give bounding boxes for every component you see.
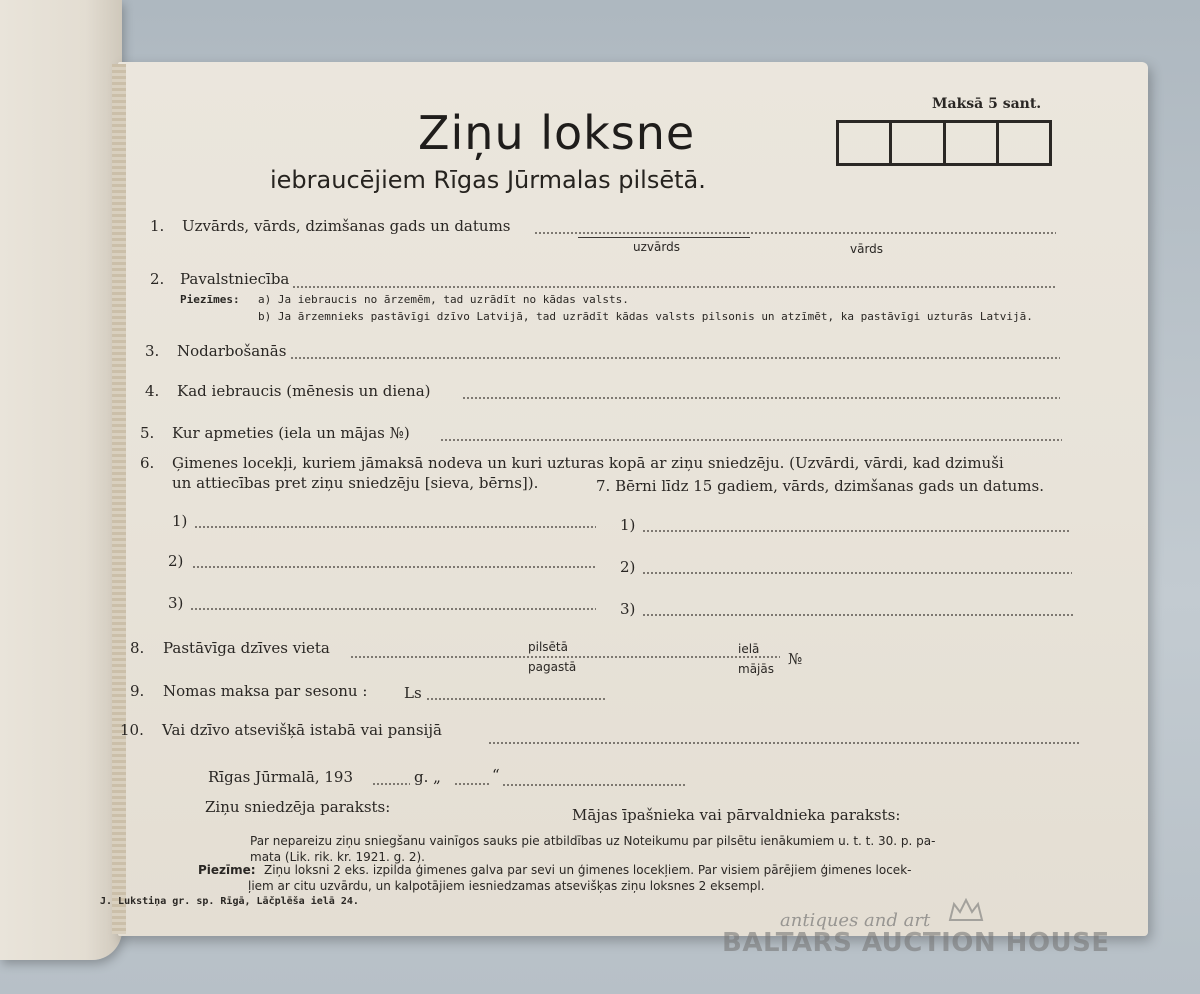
field-6-line2: un attiecības pret ziņu sniedzēju [sieva, bērns]). <box>172 474 539 492</box>
serial-cell <box>839 123 892 163</box>
field-8-number-sign: № <box>788 650 803 668</box>
field-3-label: Nodarbošanās <box>177 342 287 360</box>
day-line <box>454 783 490 785</box>
field-8-number: 8. <box>130 639 145 657</box>
informant-signature-label: Ziņu sniedzēja paraksts: <box>205 798 391 816</box>
price-label: Maksā 5 sant. <box>932 96 1042 112</box>
liability-line-1: Par nepareizu ziņu sniegšanu vainīgos sauks pie atbildības uz Noteikumu par pilsētu ienākumiem u. t. t. 30. p. pa- <box>250 834 936 848</box>
family-row-2-label: 2) <box>168 552 184 570</box>
field-6-line1: Ģimenes locekļi, kuriem jāmaksā nodeva un kuri uzturas kopā ar ziņu sniedzēju. (Uzvārdi, vārdi, kad dzimuši <box>172 454 1004 472</box>
date-quote: “ <box>492 766 500 784</box>
field-8-label: Pastāvīga dzīves vieta <box>163 639 330 657</box>
field-8-caption-city: pilsētā <box>528 640 568 654</box>
field-2-note-a: a) Ja iebraucis no ārzemēm, tad uzrādīt no kādas valsts. <box>258 293 629 306</box>
field-4-line <box>462 397 1060 399</box>
form-title: Ziņu loksne <box>418 106 696 160</box>
liability-line-2: mata (Lik. rik. kr. 1921. g. 2). <box>250 850 425 864</box>
children-row-3-line <box>642 614 1074 616</box>
children-row-1-label: 1) <box>620 516 636 534</box>
field-9-number: 9. <box>130 682 145 700</box>
field-10-label: Vai dzīvo atsevišķā istabā vai pansijā <box>162 721 442 739</box>
field-8-caption-house: mājās <box>738 662 774 676</box>
field-2-line <box>292 286 1056 288</box>
children-row-2-line <box>642 572 1072 574</box>
field-10-number: 10. <box>120 721 144 739</box>
children-row-2-label: 2) <box>620 558 636 576</box>
family-row-3-line <box>190 608 596 610</box>
serial-number-box <box>836 120 1052 166</box>
family-row-2-line <box>192 566 596 568</box>
field-2-note-label: Piezīmes: <box>180 293 240 306</box>
field-4-label: Kad iebraucis (mēnesis un diena) <box>177 382 431 400</box>
field-6-number: 6. <box>140 454 155 472</box>
field-2-note-b: b) Ja ārzemnieks pastāvīgi dzīvo Latvijā, tad uzrādīt kādas valsts pilsonis un atzīmēt, ka pastāvīgi uzturās Latvijā. <box>258 310 1033 323</box>
form-subtitle: iebraucējiem Rīgas Jūrmalas pilsētā. <box>270 166 706 194</box>
crown-icon <box>948 898 984 922</box>
footer-note-line-1: Ziņu loksni 2 eks. izpilda ģimenes galva par sevi un ģimenes locekļiem. Par visiem pārējiem ģimenes locek- <box>264 863 912 877</box>
family-row-1-label: 1) <box>172 512 188 530</box>
field-9-label: Nomas maksa par sesonu : <box>163 682 368 700</box>
watermark-tagline: antiques and art <box>780 910 931 931</box>
field-5-label: Kur apmeties (iela un mājas №) <box>172 424 410 442</box>
year-suffix: g. „ <box>414 768 441 786</box>
field-5-number: 5. <box>140 424 155 442</box>
printer-imprint: J. Lukstiņa gr. sp. Rīgā, Lāčplēša ielā 24. <box>100 896 359 907</box>
binding-spine <box>112 64 126 934</box>
field-8-line <box>350 656 780 658</box>
family-row-3-label: 3) <box>168 594 184 612</box>
serial-cell <box>999 123 1049 163</box>
children-row-1-line <box>642 530 1070 532</box>
left-page <box>0 0 122 960</box>
field-1-label: Uzvārds, vārds, dzimšanas gads un datums <box>182 217 511 235</box>
children-row-3-label: 3) <box>620 600 636 618</box>
field-8-caption-parish: pagastā <box>528 660 577 674</box>
field-2-number: 2. <box>150 270 165 288</box>
field-7-label: 7. Bērni līdz 15 gadiem, vārds, dzimšanas gads un datums. <box>596 477 1044 495</box>
field-1-number: 1. <box>150 217 165 235</box>
field-1-caption-surname: uzvārds <box>633 240 680 254</box>
field-8-caption-street: ielā <box>738 642 760 656</box>
footer-note-label: Piezīme: <box>198 863 256 877</box>
year-line <box>372 783 410 785</box>
surname-underline <box>578 237 750 238</box>
field-1-caption-name: vārds <box>850 242 884 256</box>
field-1-line <box>534 232 1056 234</box>
field-10-line <box>488 742 1080 744</box>
field-3-line <box>290 357 1060 359</box>
field-5-line <box>440 439 1062 441</box>
footer-note-line-2: ļiem ar citu uzvārdu, un kalpotājiem iesniedzamas atsevišķas ziņu loksnes 2 eksempl. <box>248 879 765 893</box>
watermark-brand: BALTARS AUCTION HOUSE <box>722 928 1110 958</box>
field-4-number: 4. <box>145 382 160 400</box>
month-line <box>502 784 686 786</box>
place-date-label: Rīgas Jūrmalā, 193 <box>208 768 354 786</box>
field-3-number: 3. <box>145 342 160 360</box>
family-row-1-line <box>194 526 596 528</box>
serial-cell <box>892 123 945 163</box>
field-9-line <box>426 698 606 700</box>
field-9-currency: Ls <box>404 684 422 702</box>
owner-signature-label: Mājas īpašnieka vai pārvaldnieka paraksts: <box>572 806 901 824</box>
field-2-label: Pavalstniecība <box>180 270 290 288</box>
serial-cell <box>946 123 999 163</box>
